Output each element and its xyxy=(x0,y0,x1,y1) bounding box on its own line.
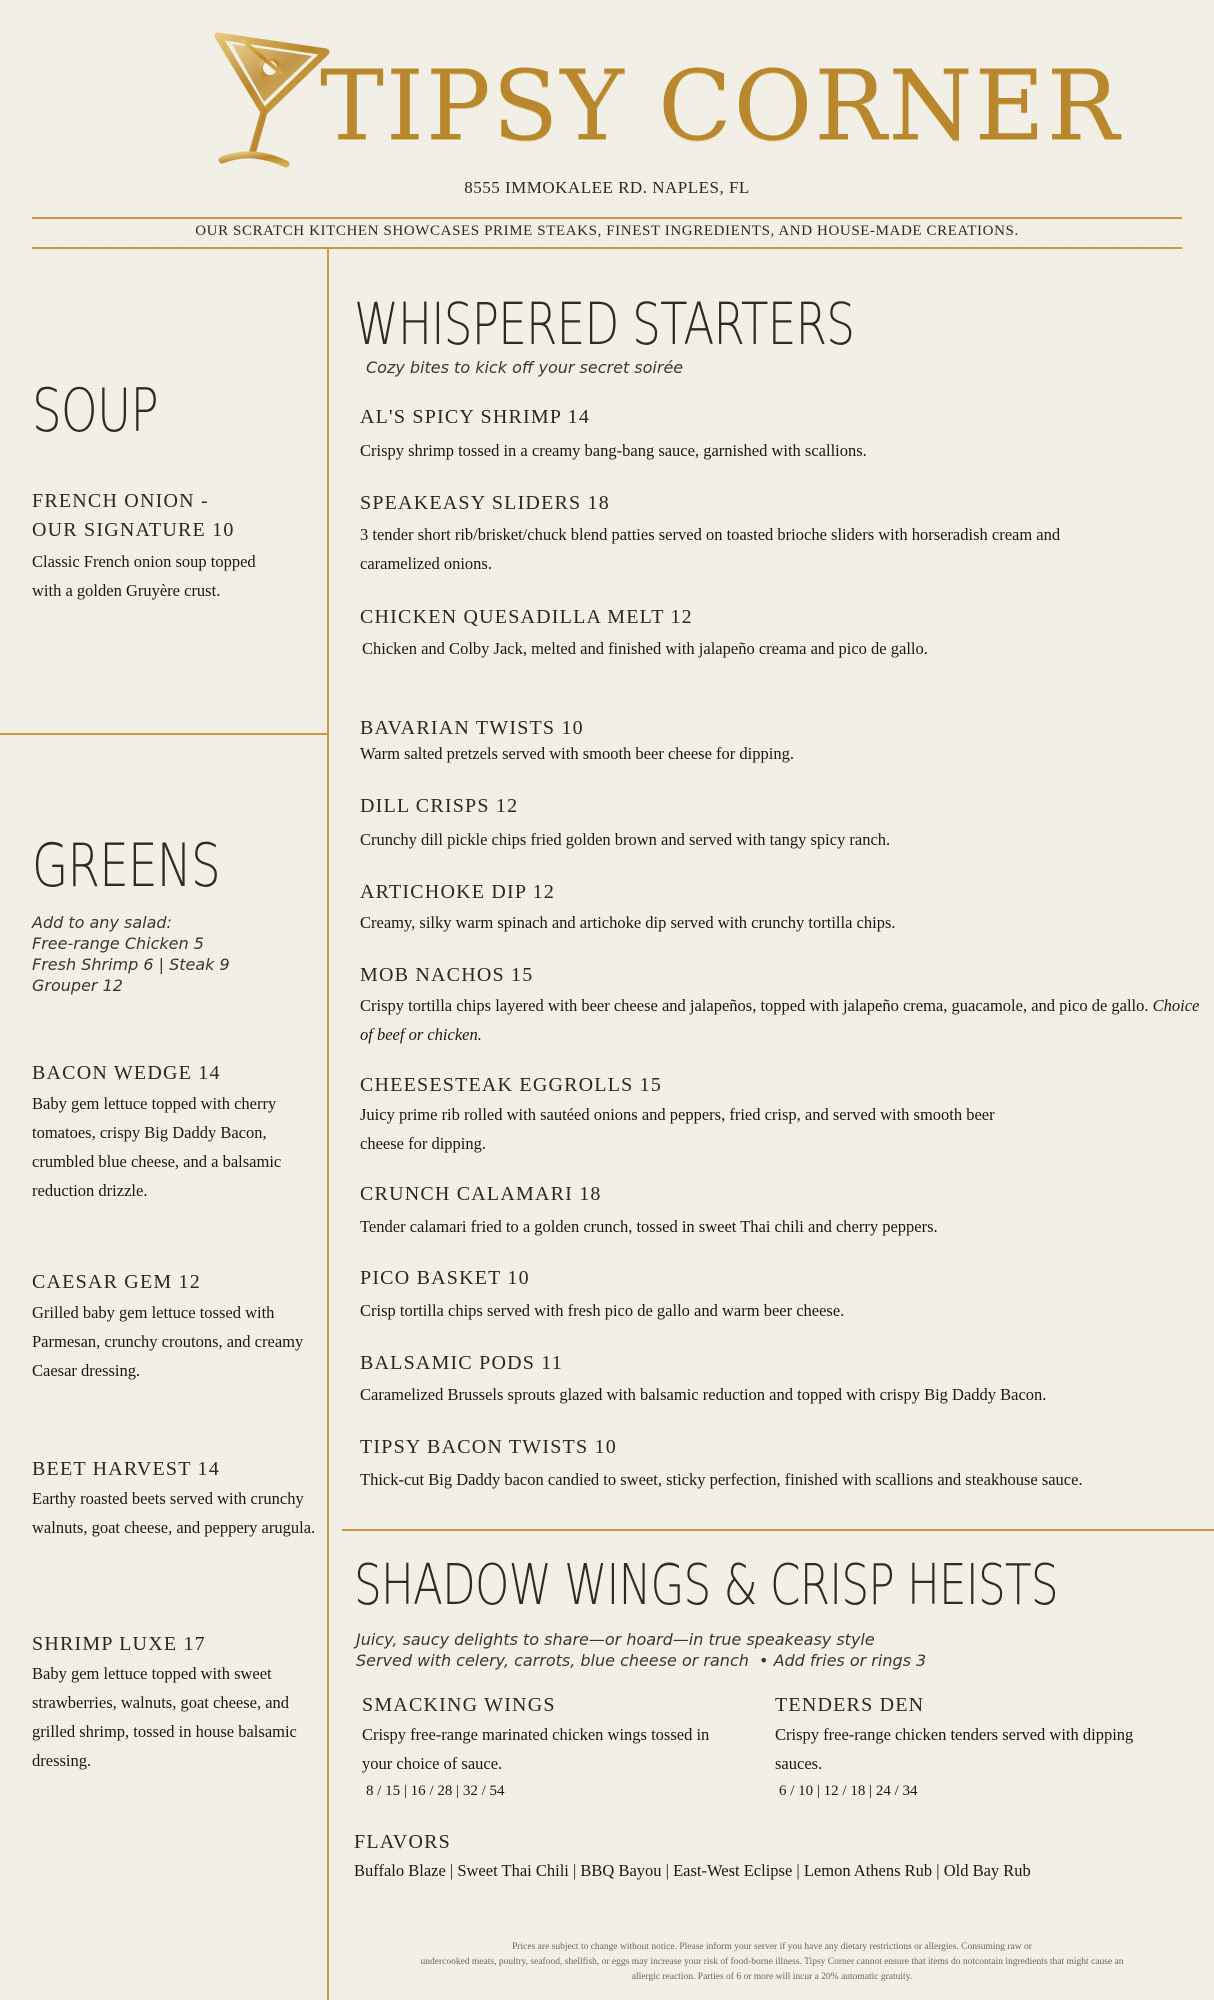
wings-item-prices: 6 / 10 | 12 / 18 | 24 / 34 xyxy=(779,1783,918,1799)
soup-item-name-line2: OUR SIGNATURE 10 xyxy=(32,519,235,541)
starters-title: WHISPERED STARTERS xyxy=(354,290,855,358)
starter-item-desc: Crisp tortilla chips served with fresh pico de gallo and warm beer cheese. xyxy=(360,1301,845,1320)
salad-addon-line: Grouper 12 xyxy=(32,976,123,995)
greens-item-name: CAESAR GEM 12 xyxy=(32,1271,201,1293)
menu-header xyxy=(0,0,1214,250)
wings-subtitle: Served with celery, carrots, blue cheese or ranch • Add fries or rings 3 xyxy=(356,1651,927,1670)
disclaimer-line: Prices are subject to change without notice. Please inform your server if you have any dietary restrictions or allergies. Consuming raw or xyxy=(512,1942,1032,1952)
address: 8555 IMMOKALEE RD. NAPLES, FL xyxy=(464,178,750,197)
starter-item-desc: Tender calamari fried to a golden crunch, tossed in sweet Thai chili and cherry peppers. xyxy=(360,1217,938,1236)
greens-item-desc: Baby gem lettuce topped with cherry tomatoes, crispy Big Daddy Bacon, crumbled blue cheese, and a balsamic reduction drizzle. xyxy=(32,1094,282,1200)
disclaimer-line: undercooked meats, poultry, seafood, shellfish, or eggs may increase your risk of food-borne illness. Tipsy Corner cannot ensure that items do notcontain ingredients that might cause an xyxy=(420,1957,1124,1967)
starter-item-desc: Juicy prime rib rolled with sautéed onions and peppers, fried crisp, and served with smooth beer cheese for dipping. xyxy=(360,1105,995,1153)
wings-subtitle: Juicy, saucy delights to share—or hoard—in true speakeasy style xyxy=(356,1630,875,1649)
salad-addon-line: Free-range Chicken 5 xyxy=(32,934,204,953)
starter-item-name: CHEESESTEAK EGGROLLS 15 xyxy=(360,1074,663,1096)
starter-item-name: BAVARIAN TWISTS 10 xyxy=(360,717,584,739)
starter-item-name: TIPSY BACON TWISTS 10 xyxy=(360,1436,617,1458)
starter-item-name: CRUNCH CALAMARI 18 xyxy=(360,1183,602,1205)
greens-item-name: BEET HARVEST 14 xyxy=(32,1458,220,1480)
starter-item-name: BALSAMIC PODS 11 xyxy=(360,1352,563,1374)
greens-item-desc: Baby gem lettuce topped with sweet strawberries, walnuts, goat cheese, and grilled shrimp, tossed in house balsamic dressing. xyxy=(32,1664,297,1770)
disclaimer-line: allergic reaction. Parties of 6 or more will incur a 20% automatic gratuity. xyxy=(631,1972,913,1982)
starters-subtitle: Cozy bites to kick off your secret soirée xyxy=(366,358,684,377)
wings-item-desc: Crispy free-range chicken tenders served with dipping sauces. xyxy=(775,1725,1134,1773)
starter-item-name: AL'S SPICY SHRIMP 14 xyxy=(360,406,591,428)
starter-item-desc: Warm salted pretzels served with smooth beer cheese for dipping. xyxy=(360,744,794,763)
starter-item-note: Choice of beef or chicken. xyxy=(360,996,1200,1044)
wings-item-desc: Crispy free-range marinated chicken wings tossed in your choice of sauce. xyxy=(362,1725,710,1773)
soup-title: SOUP xyxy=(32,376,158,446)
starter-item-name: MOB NACHOS 15 xyxy=(360,964,534,986)
wings-title: SHADOW WINGS & CRISP HEISTS xyxy=(354,1553,1058,1618)
divider xyxy=(32,217,1182,219)
divider xyxy=(32,247,1182,249)
column-divider xyxy=(327,249,329,2000)
soup-item-desc: Classic French onion soup topped with a golden Gruyère crust. xyxy=(32,552,256,600)
divider xyxy=(342,1529,1214,1531)
salad-addon-line: Add to any salad: xyxy=(32,913,172,932)
starter-item-name: CHICKEN QUESADILLA MELT 12 xyxy=(360,606,693,628)
tagline: OUR SCRATCH KITCHEN SHOWCASES PRIME STEAKS, FINEST INGREDIENTS, AND HOUSE-MADE CREATIONS. xyxy=(195,223,1019,239)
soup-item-name: FRENCH ONION - xyxy=(32,490,209,512)
salad-addon-line: Fresh Shrimp 6 | Steak 9 xyxy=(32,955,230,974)
wings-item-name: TENDERS DEN xyxy=(775,1694,925,1716)
starter-item-name: DILL CRISPS 12 xyxy=(360,795,519,817)
starter-item-desc: Thick-cut Big Daddy bacon candied to sweet, sticky perfection, finished with scallions and steakhouse sauce. xyxy=(360,1470,1083,1489)
greens-item-desc: Grilled baby gem lettuce tossed with Parmesan, crunchy croutons, and creamy Caesar dressing. xyxy=(32,1303,304,1380)
flavors-title: FLAVORS xyxy=(354,1831,451,1853)
martini-glass-icon xyxy=(212,30,332,170)
flavors-list: Buffalo Blaze | Sweet Thai Chili | BBQ Bayou | East-West Eclipse | Lemon Athens Rub | Old Bay Rub xyxy=(354,1861,1031,1880)
greens-title: GREENS xyxy=(32,831,220,901)
wings-item-prices: 8 / 15 | 16 / 28 | 32 / 54 xyxy=(366,1783,505,1799)
starter-item-desc: Creamy, silky warm spinach and artichoke dip served with crunchy tortilla chips. xyxy=(360,913,896,932)
starter-item-desc: 3 tender short rib/brisket/chuck blend patties served on toasted brioche sliders with horseradish cream and caramelized onions. xyxy=(360,525,1061,573)
starter-item-name: ARTICHOKE DIP 12 xyxy=(360,881,556,903)
starter-item-desc xyxy=(360,991,1200,1049)
greens-item-name: SHRIMP LUXE 17 xyxy=(32,1633,206,1655)
starter-item-name: SPEAKEASY SLIDERS 18 xyxy=(360,492,610,514)
starter-item-name: PICO BASKET 10 xyxy=(360,1267,530,1289)
divider xyxy=(0,733,328,735)
starter-item-desc: Crunchy dill pickle chips fried golden brown and served with tangy spicy ranch. xyxy=(360,830,891,849)
greens-item-desc: Earthy roasted beets served with crunchy walnuts, goat cheese, and peppery arugula. xyxy=(32,1489,316,1537)
restaurant-name: TIPSY CORNER xyxy=(320,50,1121,162)
greens-item-name: BACON WEDGE 14 xyxy=(32,1062,221,1084)
starter-item-desc: Crispy shrimp tossed in a creamy bang-bang sauce, garnished with scallions. xyxy=(360,441,867,460)
starter-item-desc: Caramelized Brussels sprouts glazed with balsamic reduction and topped with crispy Big Daddy Bacon. xyxy=(360,1385,1047,1404)
disclaimer xyxy=(330,1940,1214,1985)
wings-item-name: SMACKING WINGS xyxy=(362,1694,556,1716)
starter-item-desc: Chicken and Colby Jack, melted and finished with jalapeño creama and pico de gallo. xyxy=(362,639,928,658)
starter-item-desc-text: Crispy tortilla chips layered with beer cheese and jalapeños, topped with jalapeño crema, guacamole, and pico de gallo. xyxy=(360,996,1149,1015)
